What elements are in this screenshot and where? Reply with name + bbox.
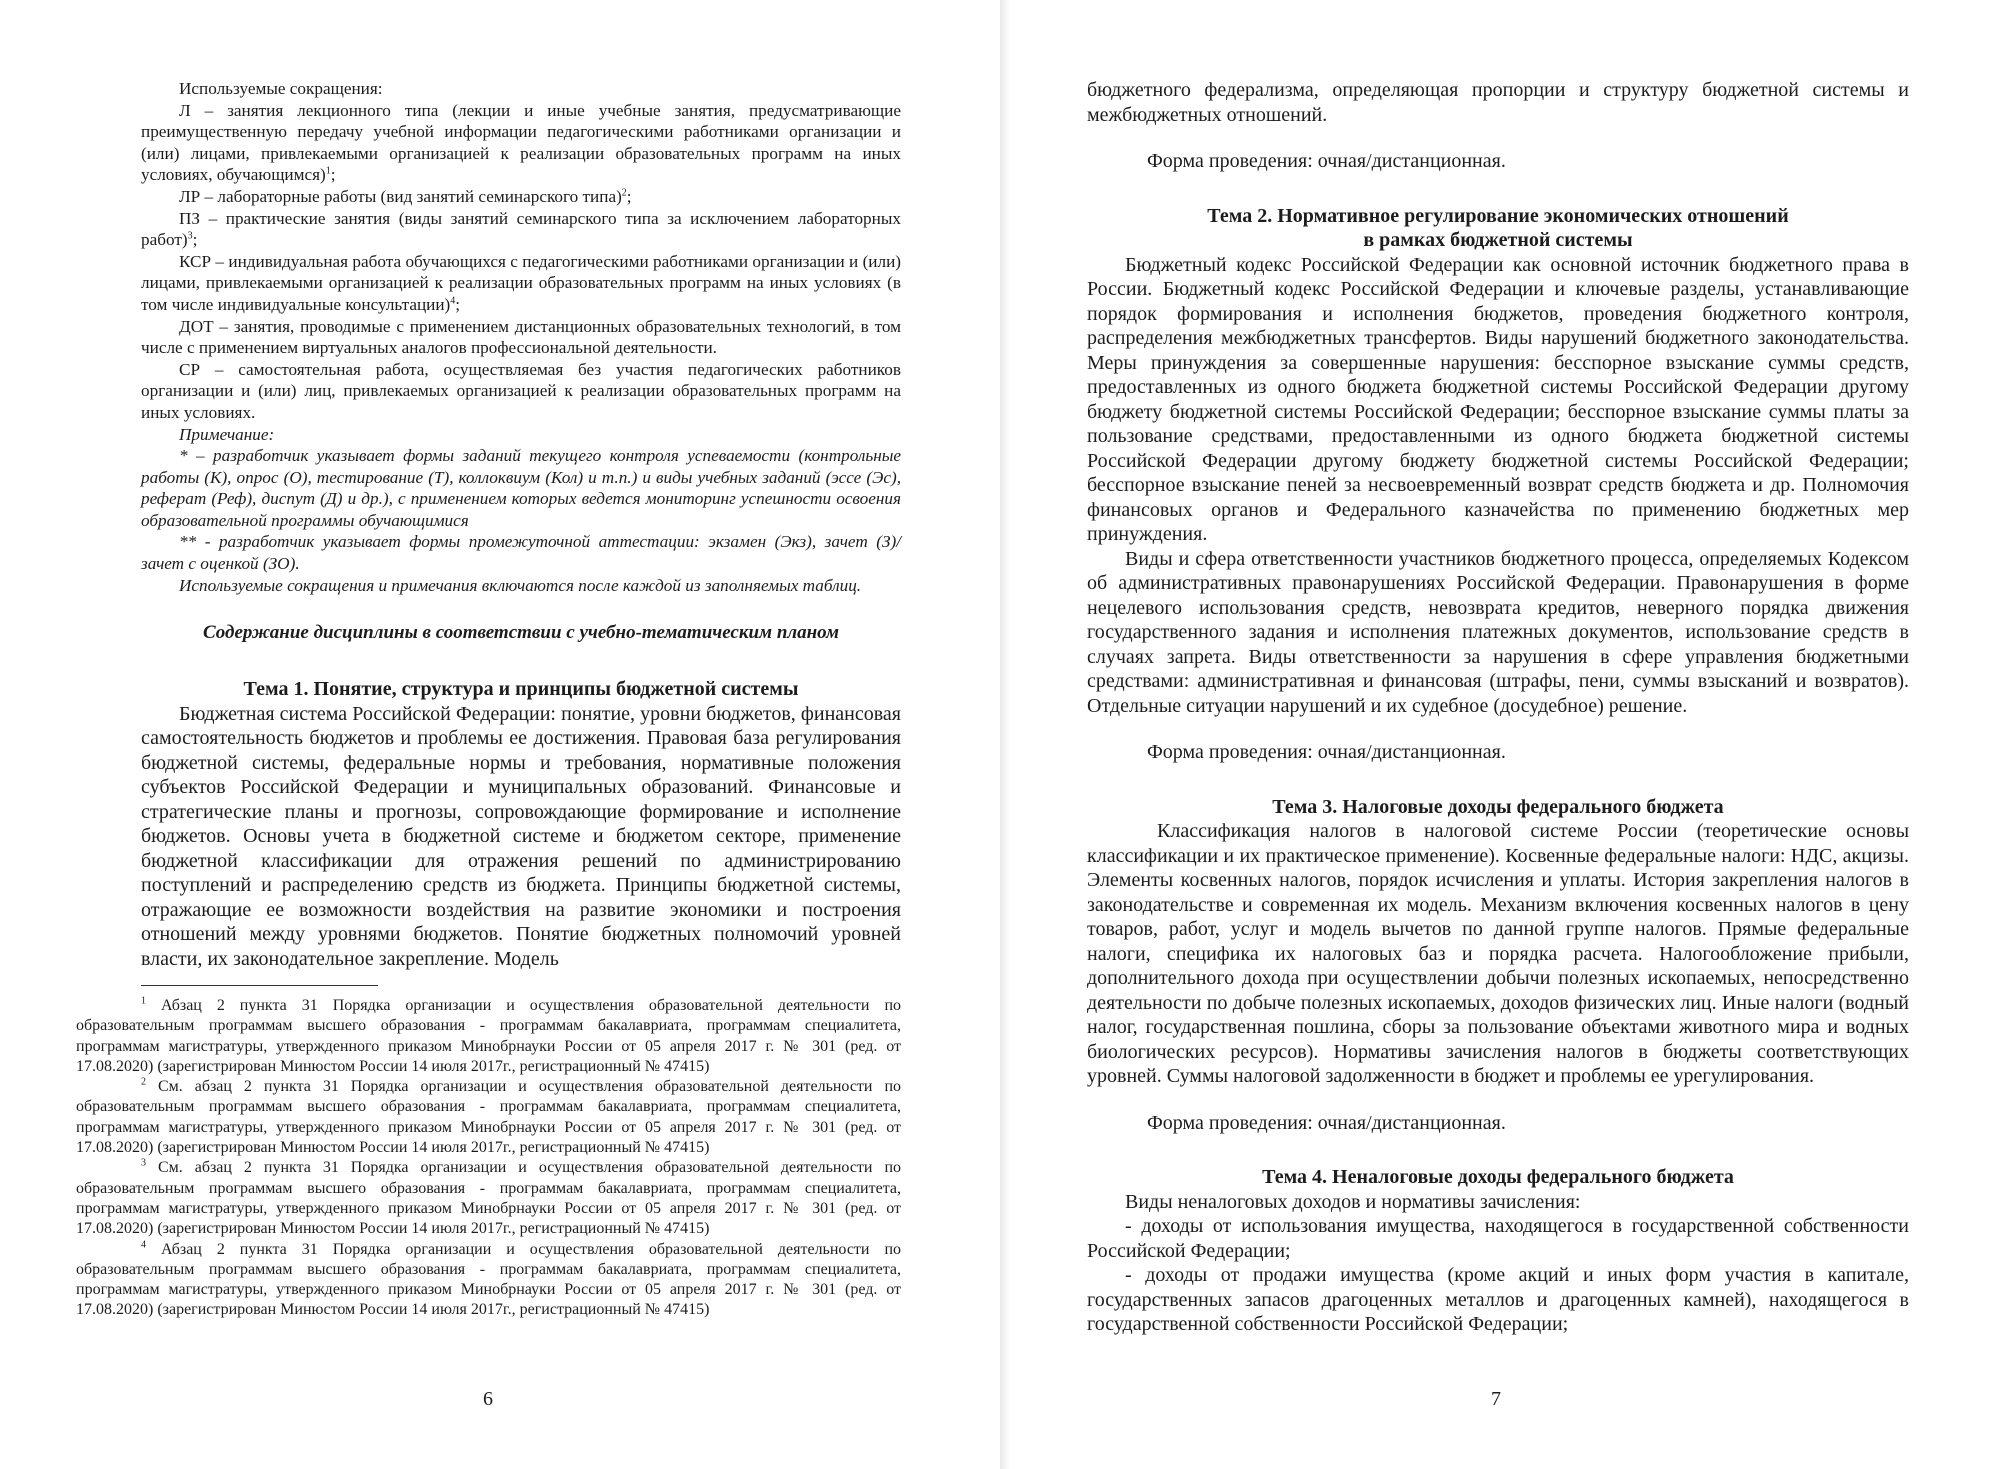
page-right [1000,0,2000,1469]
abbr-item: Л – занятия лекционного типа (лекции и иные учебные занятия, предусматривающие преимущественную передачу учебной информации педагогическими работниками организации и (или) лицами, привлекаемыми организацией к реализации образовательных программ на иных условиях, обучающимся)$^1$; [141,100,901,185]
list-item: - доходы от использования имущества, находящегося в государственной собственности Российской Федерации; [1087,1215,1909,1262]
abbr-item: КСР – индивидуальная работа обучающихся с педагогическими работниками организации и (или) лицами, привлекаемыми организацией к реализации образовательных программ на иных условиях (в том числе индивидуальные консультации)$^4$; [141,251,901,314]
continuation-text: бюджетного федерализма, определяющая пропорции и структуру бюджетной системы и межбюджетных отношений. [1087,79,1909,126]
abbr-item: ЛР – лабораторные работы (вид занятий семинарского типа)$^2$; [179,186,632,206]
topic-4-intro: Виды неналоговых доходов и нормативы зачисления: [1125,1190,1581,1213]
topic-1-title: Тема 1. Понятие, структура и принципы бюджетной системы [243,678,799,700]
topic-1-text: Бюджетная система Российской Федерации: понятие, уровни бюджетов, финансовая самостоятельность бюджетов и проблемы ее достижения. Правовая база регулирования бюджетной системы, федеральные нормы и требования, нормативные положения субъектов Российской Федерации и муниципальных образований. Финансовые и стратегические планы и прогнозы, сопровождающие формирование и исполнение бюджетов. Основы учета в бюджетной системе и бюджетом секторе, применение бюджетной классификации для отражения решений по администрированию поступлений и распределению средств из бюджета. Принципы бюджетной системы, отражающие ее возможности воздействия на развитие экономики и построения отношений между уровнями бюджетов. Понятие бюджетных полномочий уровней власти, их законодательное закрепление. Модель [141,702,901,970]
abbr-item: СР – самостоятельная работа, осуществляемая без участия педагогических работников организации и (или) лиц, привлекаемых организацией к реализации образовательных программ на иных условиях. [141,359,901,422]
list-item: - доходы от продажи имущества (кроме акций и иных форм участия в капитале, государственных запасов драгоценных металлов и драгоценных камней), находящегося в государственной собственности Российской Федерации; [1087,1264,1909,1335]
page-number: 6 [483,1388,493,1410]
topic-3-text: Классификация налогов в налоговой системе России (теоретические основы классификации и их практическое применение). Косвенные федеральные налоги: НДС, акцизы. Элементы косвенных налогов, порядок исчисления и уплаты. История закрепления налогов в законодательстве и современная их модель. Механизм включения косвенных налогов в цену товаров, работ, услуг и модель вычетов по данной группе налогов. Прямые федеральные налоги, специфика их налоговых баз и порядка расчета. Налогообложение прибыли, дополнительного дохода при осуществлении добычи полезных ископаемых, непосредственно деятельности по добыче полезных ископаемых, доходов физических лиц. Иные налоги (водный налог, государственная пошлина, сборы за пользование объектами животного мира и водных биологических ресурсов). Нормативы зачисления налогов в бюджеты соответствующих уровней. Суммы налоговой задолженности в бюджет и проблемы ее урегулирования. [1087,820,1909,1087]
footnote: $^4$ Абзац 2 пункта 31 Порядка организации и осуществления образовательной деятельности по образовательным программам высшего образования - программам бакалавриата, программам специалитета, программам магистратуры, утвержденного приказом Минобрнауки России от 05 апреля 2017 г. № 301 (ред. от 17.08.2020) (зарегистрирован Минюстом России 14 июля 2017г., регистрационный № 47415) [76,1239,902,1319]
topic-2-title: Тема 2. Нормативное регулирование экономических отношений в рамках бюджетной системы [1207,204,1789,251]
form-of-conduct: Форма проведения: очная/дистанционная. [1147,1111,1506,1134]
right-content [1087,78,1909,1337]
note-item: * – разработчик указывает формы заданий текущего контроля успеваемости (контрольные работы (К), опрос (О), тестирование (Т), коллоквиум (Кол) и т.п.) и виды учебных заданий (эссе (Эс), реферат (Реф), диспут (Д) и др.), с применением которых ведется мониторинг успешности освоения образовательной программы обучающимися [141,446,901,530]
form-of-conduct: Форма проведения: очная/дистанционная. [1147,150,1506,172]
form-of-conduct: Форма проведения: очная/дистанционная. [1147,741,1506,763]
footnotes [76,996,901,1321]
note-item: ** - разработчик указывает формы промежуточной аттестации: экзамен (Экз), зачет (З)/ зачет с оценкой (ЗО). [141,532,901,574]
abbr-title: Используемые сокращения: [179,79,383,98]
topic-2-text: Бюджетный кодекс Российской Федерации как основной источник бюджетного права в России. Бюджетный кодекс Российской Федерации и ключевые разделы, устанавливающие порядок формирования и исполнения бюджетов, проведения бюджетного контроля, распределения межбюджетных трансфертов. Виды нарушений бюджетного законодательства. Меры принуждения за совершенные нарушения: бесспорное взыскание суммы средств, предоставленных из одного бюджета бюджетной системы Российской Федерации другому бюджету бюджетной системы Российской Федерации; бесспорное взыскание суммы платы за пользование средствами, предоставленными из одного бюджета бюджетной системы Российской Федерации другому бюджету бюджетной системы Российской Федерации; бесспорное взыскание пеней за несвоевременный возврат средств бюджета и др. Полномочия финансовых органов и Федерального казначейства по применению бюджетных мер принуждения. [1087,253,1909,545]
page-number: 7 [1491,1388,1501,1410]
topic-3-title: Тема 3. Налоговые доходы федерального бюджета [1272,795,1724,818]
topic-4-title: Тема 4. Неналоговые доходы федерального бюджета [1262,1166,1734,1188]
note-item: Используемые сокращения и примечания включаются после каждой из заполняемых таблиц. [179,575,862,595]
abbr-item: ПЗ – практические занятия (виды занятий семинарского типа за исключением лабораторных работ)$^3$; [141,208,901,250]
footnote: $^3$ См. абзац 2 пункта 31 Порядка организации и осуществления образовательной деятельности по образовательным программам высшего образования - программам бакалавриата, программам специалитета, программам магистратуры, утвержденного приказом Минобрнауки России от 05 апреля 2017 г. № 301 (ред. от 17.08.2020) (зарегистрирован Минюстом России 14 июля 2017г., регистрационный № 47415) [76,1158,902,1238]
topic-2-text: Виды и сфера ответственности участников бюджетного процесса, определяемых Кодексом об административных правонарушениях Российской Федерации. Правонарушения в форме нецелевого использования средств, невозврата кредитов, неверного порядка движения государственного задания и исполнения платежных документов, использование средств в случаях запрета. Виды ответственности за нарушения в сфере управления бюджетными средствами: административная и финансовая (штрафы, пени, суммы взысканий и возвратов). Отдельные ситуации нарушений и их судебное (досудебное) решение. [1087,547,1909,717]
note-title: Примечание: [179,424,275,444]
footnote: $^2$ См. абзац 2 пункта 31 Порядка организации и осуществления образовательной деятельности по образовательным программам высшего образования - программам бакалавриата, программам специалитета, программам магистратуры, утвержденного приказом Минобрнауки России от 05 апреля 2017 г. № 301 (ред. от 17.08.2020) (зарегистрирован Минюстом России 14 июля 2017г., регистрационный № 47415) [76,1076,902,1157]
footnote: $^1$ Абзац 2 пункта 31 Порядка организации и осуществления образовательной деятельности по образовательным программам высшего образования - программам бакалавриата, программам специалитета, программам магистратуры, утвержденного приказом Минобрнауки России от 05 апреля 2017 г. № 301 (ред. от 17.08.2020) (зарегистрирован Минюстом России 14 июля 2017г., регистрационный № 47415) [76,995,902,1075]
abbr-item: ДОТ – занятия, проводимые с применением дистанционных образовательных технологий, в том числе с применением виртуальных аналогов профессиональной деятельности. [141,316,901,358]
abbreviations-block [141,78,901,644]
footnote-divider [141,985,378,986]
topic-1-block [141,677,901,971]
section-subtitle: Содержание дисциплины в соответствии с учебно-тематическим планом [203,622,839,644]
